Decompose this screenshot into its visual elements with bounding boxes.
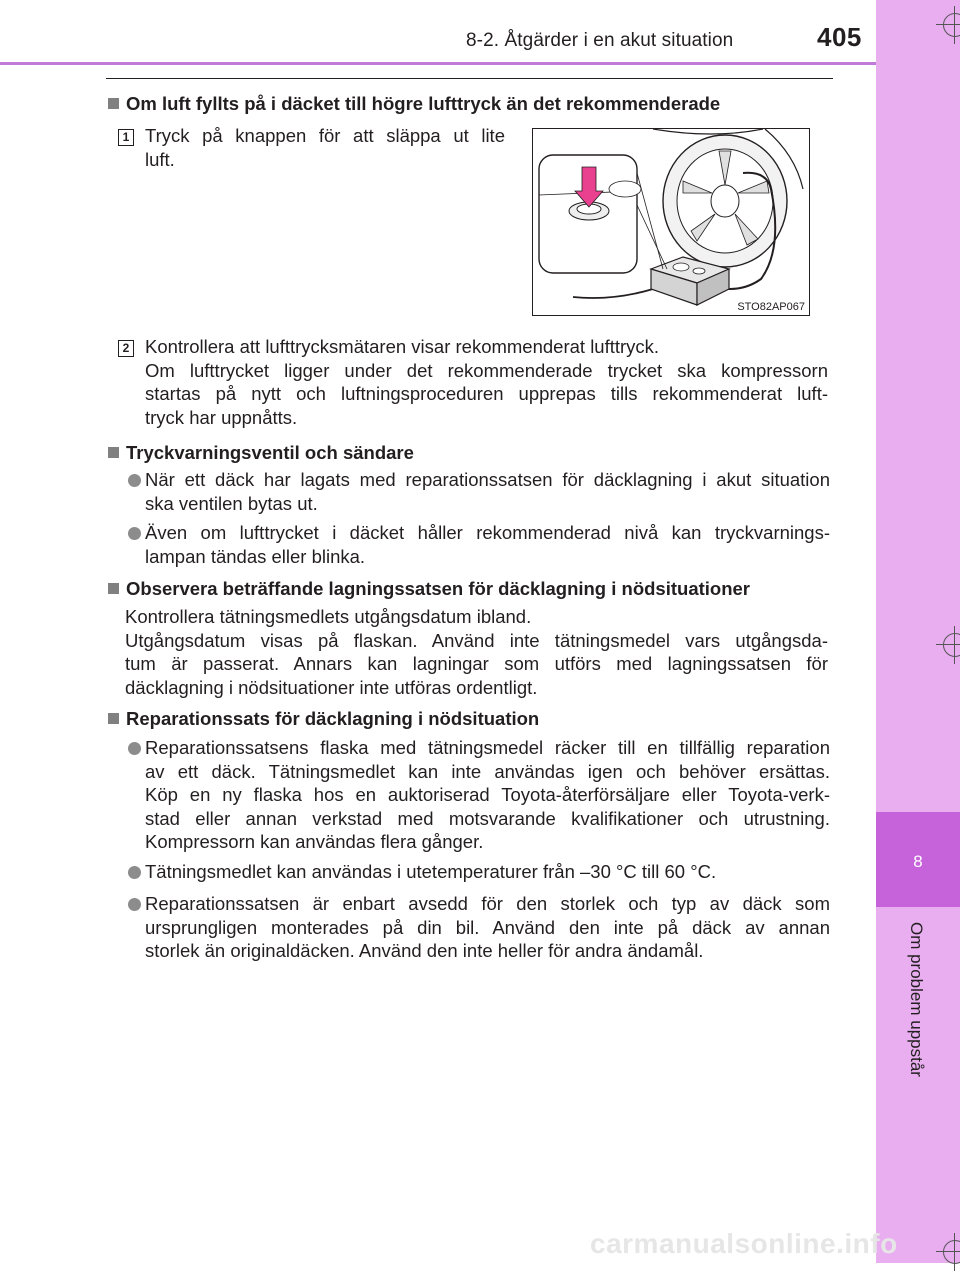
text-line: storlek än originaldäcken. Använd den inte heller för andra ändamål. [145,940,704,961]
bullet-text [145,736,830,854]
text-line: startas på nytt och luftningsproceduren upprepas tills rekommenderat luft- [145,383,828,404]
bullet-icon [128,527,141,540]
content-top-rule [106,78,833,79]
figure-code: STO82AP067 [737,301,805,313]
page-number: 405 [817,22,862,52]
step-text [145,124,505,171]
compressor-illustration [532,128,810,316]
step-number-badge: 2 [118,340,134,357]
bullet-text [145,521,830,568]
section-heading [108,708,539,730]
chapter-title: Om problem uppstår [907,922,926,1077]
heading-square-icon [108,583,119,594]
bullet-icon [128,742,141,755]
section-heading [108,578,750,600]
bullet-icon [128,898,141,911]
bullet-icon [128,474,141,487]
text-line: tum är passerat. Annars kan lagningar som utförs med lagningssatsen för [125,653,828,674]
watermark-text: carmanualsonline.info [590,1228,898,1259]
step-number-badge: 1 [118,129,134,146]
text-line: Kompressorn kan användas flera gånger. [145,831,484,852]
text-line: Om lufttrycket ligger under det rekommenderade trycket ska kompressorn [145,359,828,381]
crop-mark-icon [943,13,960,37]
bullet-text [145,860,830,884]
step-text [145,335,828,429]
bullet-text [145,892,830,963]
heading-text: Tryckvarningsventil och sändare [126,442,414,463]
text-line: ska ventilen bytas ut. [145,492,318,514]
heading-text: Reparationssats för däcklagning i nödsituation [126,708,540,729]
section-heading [108,93,720,115]
text-line: luft. [145,148,175,170]
crop-mark-icon [943,633,960,657]
text-line: Reparationssatsen är enbart avsedd för den storlek och typ av däck som [145,893,830,914]
text-line: däcklagning i nödsituationer inte utföras ordentligt. [125,676,538,698]
text-line: Utgångsdatum visas på flaskan. Använd inte tätningsmedel vars utgångsda- [125,629,828,651]
text-line: Köp en ny flaska hos en auktoriserad Toyota-återförsäljare eller Toyota-verk- [145,784,830,805]
heading-square-icon [108,447,119,458]
text-line: stad eller annan verkstad med motsvarande kvalifikationer och utrustning. [145,807,830,829]
text-line: Kontrollera tätningsmedlets utgångsdatum ibland. [125,606,532,627]
section-heading [108,442,414,464]
bullet-text [145,468,830,515]
heading-text: Om luft fyllts på i däcket till högre lufttryck än det rekommenderade [126,93,721,114]
heading-text: Observera beträffande lagningssatsen för däcklagning i nödsituationer [126,578,750,599]
text-line: Reparationssatsens flaska med tätningsmedel räcker till en tillfällig reparation [145,737,830,758]
section-title: 8-2. Åtgärder i en akut situation [466,30,734,51]
text-line: Tryck på knappen för att släppa ut lite [145,125,505,146]
heading-square-icon [108,713,119,724]
tire-compressor-drawing [533,129,809,315]
text-line: ursprungligen monterades på din bil. Använd den inte på däck av annan [145,916,830,938]
text-line: När ett däck har lagats med reparationssatsen för däcklagning i akut situation [145,469,830,490]
crop-mark-icon [943,1240,960,1264]
text-line: tryck har uppnåtts. [145,406,298,428]
body-text [125,605,828,699]
heading-square-icon [108,98,119,109]
text-line: av ett däck. Tätningsmedlet kan inte användas igen och behöver ersättas. [145,760,830,782]
chapter-number: 8 [913,852,923,871]
bullet-icon [128,866,141,879]
header-rule [0,62,876,65]
text-line: Även om lufttrycket i däcket håller rekommenderad nivå kan tryckvarnings- [145,522,830,543]
text-line: Tätningsmedlet kan användas i utetemperaturer från –30 °C till 60 °C. [145,861,717,882]
text-line: lampan tändas eller blinka. [145,545,366,567]
text-line: Kontrollera att lufttrycksmätaren visar rekommenderat lufttryck. [145,336,660,357]
